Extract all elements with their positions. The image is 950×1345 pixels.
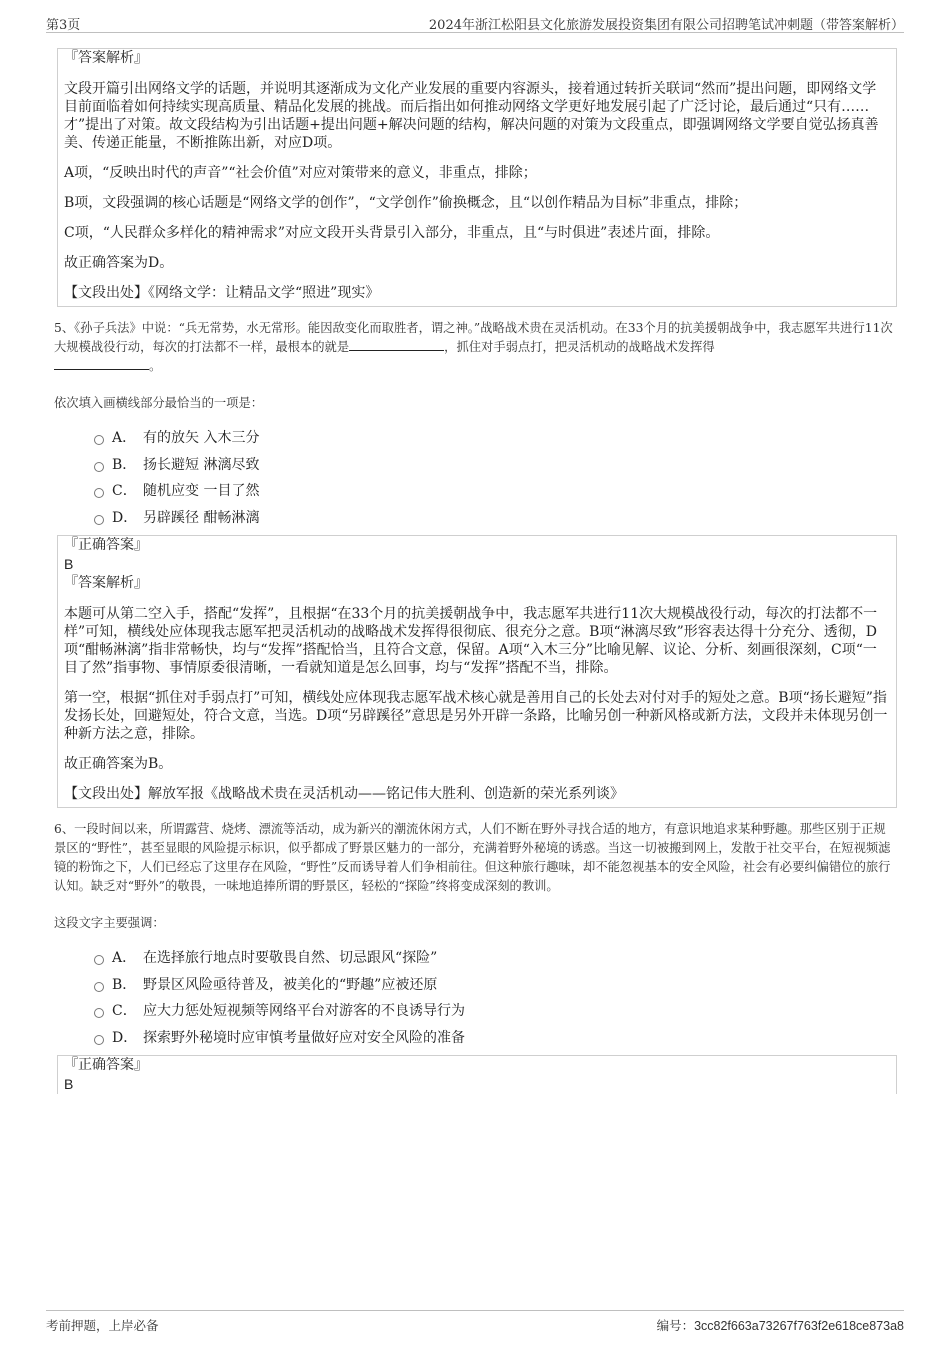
question-6 — [54, 820, 897, 1051]
option-b[interactable] — [54, 972, 897, 999]
answer-box-q6 — [57, 1055, 897, 1094]
option-letter: C． — [112, 1003, 137, 1019]
option-text: 探索野外秘境时应审慎考量做好应对安全风险的准备 — [143, 1029, 465, 1046]
radio-icon[interactable] — [94, 462, 104, 472]
option-text: 扬长避短 淋漓尽致 — [143, 456, 260, 473]
question-stem: 6、一段时间以来，所谓露营、烧烤、漂流等活动，成为新兴的潮流休闲方式，人们不断在野外寻找合适的地方，有意识地追求某种野趣。那些区别于正规景区的“野性”，甚至显眼的风险提示标识，似乎都成了野景区魅力的一部分，充满着野外秘境的诱惑。当这一切被搬到网上，发散于社交平台，在短视频滤镜的粉饰之下，人们已经忘了这里存在风险，“野性”反而诱导着人们争相前往。但这种旅行趣味，却不能忽视基本的安全风险，社会有必要纠偏错位的旅行认知。缺乏对“野外”的敬畏，一味地追捧所谓的野景区，轻松的“探险”终将变成深刻的教训。 — [54, 822, 891, 893]
option-letter: D． — [112, 1029, 138, 1046]
stem-text: 。 — [149, 359, 162, 373]
option-text: 在选择旅行地点时要敬畏自然、切忌跟风“探险” — [143, 950, 438, 966]
option-letter: A． — [112, 430, 137, 446]
option-d[interactable] — [54, 1025, 897, 1052]
radio-icon[interactable] — [94, 1035, 104, 1045]
analysis-paragraph: 故正确答案为B。 — [64, 756, 173, 772]
option-letter: D． — [112, 509, 138, 526]
radio-icon[interactable] — [94, 1008, 104, 1018]
analysis-paragraph: C项，“人民群众多样化的精神需求”对应文段开头背景引入部分，非重点，且“与时俱进”表述片面，排除。 — [64, 225, 720, 241]
question-prompt: 依次填入画横线部分最恰当的一项是： — [54, 396, 264, 410]
analysis-label: 『答案解析』 — [64, 50, 148, 66]
stem-text: ，抓住对手弱点打，把灵活机动的战略战术发挥得 — [444, 340, 715, 354]
option-text: 有的放矢 入木三分 — [143, 430, 260, 446]
analysis-paragraph: B项，文段强调的核心话题是“网络文学的创作”，“文学创作”偷换概念，且“以创作精品为目标”非重点，排除； — [64, 195, 748, 211]
source-note: 【文段出处】解放军报《战略战术贵在灵活机动——铭记伟大胜利、创造新的荣光系列谈》 — [64, 786, 624, 802]
analysis-paragraph: 文段开篇引出网络文学的话题，并说明其逐渐成为文化产业发展的重要内容源头，接着通过转折关联词“然而”提出问题，即网络文学目前面临着如何持续实现高质量、精品化发展的挑战。而后指出如何推动网络文学更好地发展引起了广泛讨论，最后通过“只有……才”提出了对策。故文段结构为引出话题+提出问题+解决问题的结构，解决问题的对策为文段重点，即强调网络文学要自觉弘扬真善美、传递正能量，不断推陈出新，对应D项。 — [64, 81, 879, 151]
answer-label: 『正确答案』 — [64, 1057, 148, 1073]
radio-icon[interactable] — [94, 955, 104, 965]
analysis-paragraph: 本题可从第二空入手，搭配“发挥”，且根据“在33个月的抗美援朝战争中，我志愿军共进行11次大规模战役行动，每次的打法都不一样”可知，横线处应体现我志愿军把灵活机动的战略战术发挥得很彻底、很充分之意。B项“淋漓尽致”形容表达得十分充分、透彻，D项“酣畅淋漓”指非常畅快，均与“发挥”搭配恰当，且符合文意，保留。A项“入木三分”比喻见解、议论、分析、刻画很深刻，C项“一目了然”指事物、事情原委很清晰，一看就知道是怎么回事，均与“发挥”搭配不当，排除。 — [64, 606, 878, 676]
answer-box-q5 — [57, 535, 897, 808]
footer-slogan: 考前押题，上岸必备 — [46, 1318, 159, 1333]
page-header — [46, 12, 904, 33]
page-number: 第3页 — [46, 18, 81, 33]
radio-icon[interactable] — [94, 982, 104, 992]
option-letter: B． — [112, 976, 137, 993]
analysis-box-q4 — [57, 48, 897, 307]
question-prompt: 这段文字主要强调： — [54, 916, 165, 930]
question-5 — [54, 319, 897, 531]
option-letter: B． — [112, 456, 137, 473]
radio-icon[interactable] — [94, 435, 104, 445]
source-note: 【文段出处】《网络文学：让精品文学“照进”现实》 — [64, 285, 380, 301]
option-text: 野景区风险亟待普及，被美化的“野趣”应被还原 — [143, 976, 438, 993]
analysis-paragraph: 第一空，根据“抓住对手弱点打”可知，横线处应体现我志愿军战术核心就是善用自己的长处去对付对手的短处之意。B项“扬长避短”指发扬长处，回避短处，符合文意，当选。D项“另辟蹊径”意思是另外开辟一条路，比喻另创一种新风格或新方法，文段并未体现另创一种新方法之意，排除。 — [64, 690, 888, 742]
page-content — [54, 48, 897, 1094]
option-letter: C． — [112, 483, 137, 499]
correct-answer: B — [64, 1076, 74, 1092]
analysis-paragraph: 故正确答案为D。 — [64, 255, 174, 271]
question-stem — [54, 319, 897, 376]
analysis-paragraph: A项，“反映出时代的声音”“社会价值”对应对策带来的意义，非重点，排除； — [64, 165, 537, 181]
radio-icon[interactable] — [94, 515, 104, 525]
option-a[interactable] — [54, 425, 897, 452]
option-text: 应大力惩处短视频等网络平台对游客的不良诱导行为 — [143, 1003, 465, 1019]
option-text: 另辟蹊径 酣畅淋漓 — [143, 509, 260, 526]
stem-text: 5、《孙子兵法》中说：“兵无常势，水无常形。能因敌变化而取胜者，谓之神。”战略战术贵在灵活机动。在33个月的抗美援朝战争中，我志愿军共进行11次大规模战役行动，每次的打法都不一样，最根本的就是 — [54, 321, 893, 354]
correct-answer: B — [64, 556, 74, 572]
option-c[interactable] — [54, 478, 897, 505]
options-list — [54, 945, 897, 1051]
option-c[interactable] — [54, 998, 897, 1025]
answer-label: 『正确答案』 — [64, 537, 148, 553]
document-id: 编号：3cc82f663a73267f763f2e618ce873a8 — [656, 1319, 904, 1333]
document-title: 2024年浙江松阳县文化旅游发展投资集团有限公司招聘笔试冲刺题（带答案解析） — [428, 18, 904, 33]
radio-icon[interactable] — [94, 488, 104, 498]
option-a[interactable] — [54, 945, 897, 972]
fill-blank — [54, 357, 149, 370]
option-letter: A． — [112, 950, 137, 966]
page-footer — [46, 1310, 904, 1334]
fill-blank — [349, 338, 444, 351]
option-d[interactable] — [54, 505, 897, 532]
option-b[interactable] — [54, 452, 897, 479]
options-list — [54, 425, 897, 531]
analysis-label: 『答案解析』 — [64, 575, 148, 591]
option-text: 随机应变 一目了然 — [143, 483, 260, 499]
